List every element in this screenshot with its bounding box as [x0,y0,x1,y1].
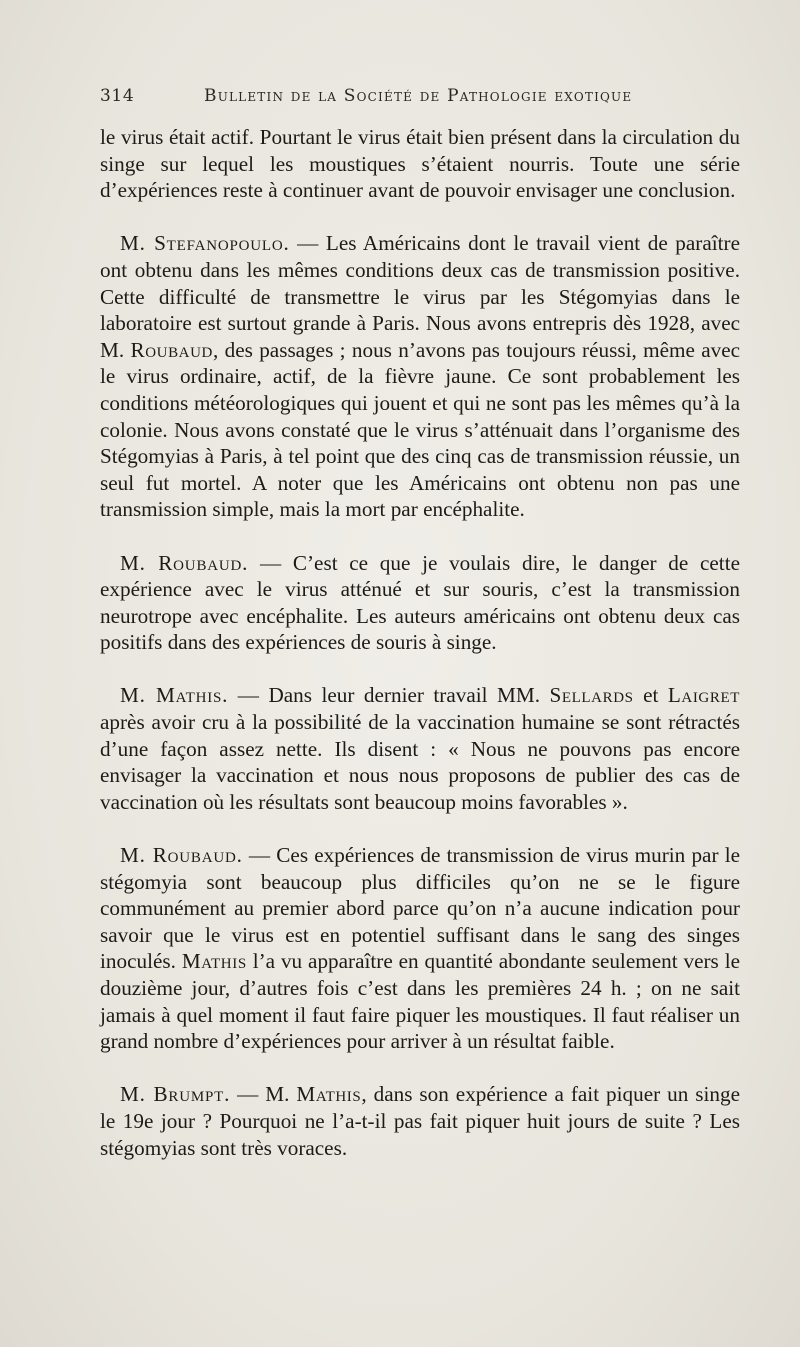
running-title: Bulletin de la Société de Pathologie exotique [204,86,633,106]
speaker-name: M. Stefanopoulo. [120,231,290,256]
paragraph-intervention [100,550,740,656]
running-header [100,86,740,116]
speaker-name: M. Brumpt. [120,1082,231,1107]
speaker-name: M. Mathis. [120,683,229,708]
cited-name: Mathis [296,1082,362,1107]
cited-name: Mathis [181,949,247,974]
text-run: , des passages ; nous n’avons pas toujours réussi, même avec le virus ordinaire, actif, de la fièvre jaune. Ce sont probablement les conditions météorologiques qui jouent et qui ne sont pas les mêmes qu’à la colonie. Nous avons constaté que le virus s’atténuait dans l’organisme des Stégomyias à Paris, à tel point que des cinq cas de transmission réussie, un seul fut mortel. A noter que les Américains ont obtenu non pas une transmission simple, mais la mort par encéphalite. [100,337,740,522]
paragraph-intervention [100,230,740,523]
cited-name: Laigret [667,683,740,708]
page-number: 314 [100,86,135,106]
paragraph: le virus était actif. Pourtant le virus était bien présent dans la circulation du singe sur lequel les moustiques s’étaient nourris. Toute une série d’expériences reste à continuer avant de pouvoir envisager une conclusion. [100,125,740,203]
body-text [100,124,740,1161]
text-run: , dans son expérience a fait piquer un singe le 19e jour ? Pourquoi ne l’a-t-il pas fait piquer huit jours de suite ? Les stégomyias sont très voraces. [100,1082,740,1160]
paragraph-intervention [100,842,740,1055]
text-run: — M. [230,1082,297,1107]
speaker-name: M. Roubaud. [120,550,249,575]
paragraph-intervention [100,682,740,815]
text-run: l’a vu apparaître en quantité abondante seulement vers le douzième jour, d’autres fois c’est dans les premières 24 h. ; on ne sait jamais à quel moment il faut faire piquer les moustiques. Il faut réaliser un grand nombre d’expériences pour arriver à un résultat faible. [100,949,741,1054]
paragraph-intervention [100,1081,740,1161]
text-run: — C’est ce que je voulais dire, le danger de cette expérience avec le virus atténué et sur souris, c’est la transmission neurotrope avec encéphalite. Les auteurs américains ont obtenu deux cas positifs dans des expériences de souris à singe. [100,550,740,655]
text-run: après avoir cru à la possibilité de la vaccination humaine se sont rétractés d’une façon assez nette. Ils disent : « Nous ne pouvons pas encore envisager la vaccination et nous nous proposons de publier des cas de vaccination où les résultats sont beaucoup moins favorables ». [100,710,740,814]
text-run: — Les Américains dont le travail vient de paraître ont obtenu dans les mêmes conditions deux cas de transmission positive. Cette difficulté de transmettre le virus par les Stégomyias dans le laboratoire est surtout grande à Paris. Nous avons entrepris dès 1928, avec M. [100,231,740,362]
text-run: — Dans leur dernier travail MM. [228,683,550,708]
text-run: et [633,683,668,708]
cited-name: Sellards [549,683,634,708]
text-run: — Ces expériences de transmission de virus murin par le stégomyia sont beaucoup plus difficiles qu’on ne se le figure communément au premier abord parce qu’on n’a aucune indication pour savoir que le virus est en potentiel suffisant dans le sang des singes inoculés. [100,843,740,974]
cited-name: Roubaud [130,337,213,362]
speaker-name: M. Roubaud. [120,843,243,868]
